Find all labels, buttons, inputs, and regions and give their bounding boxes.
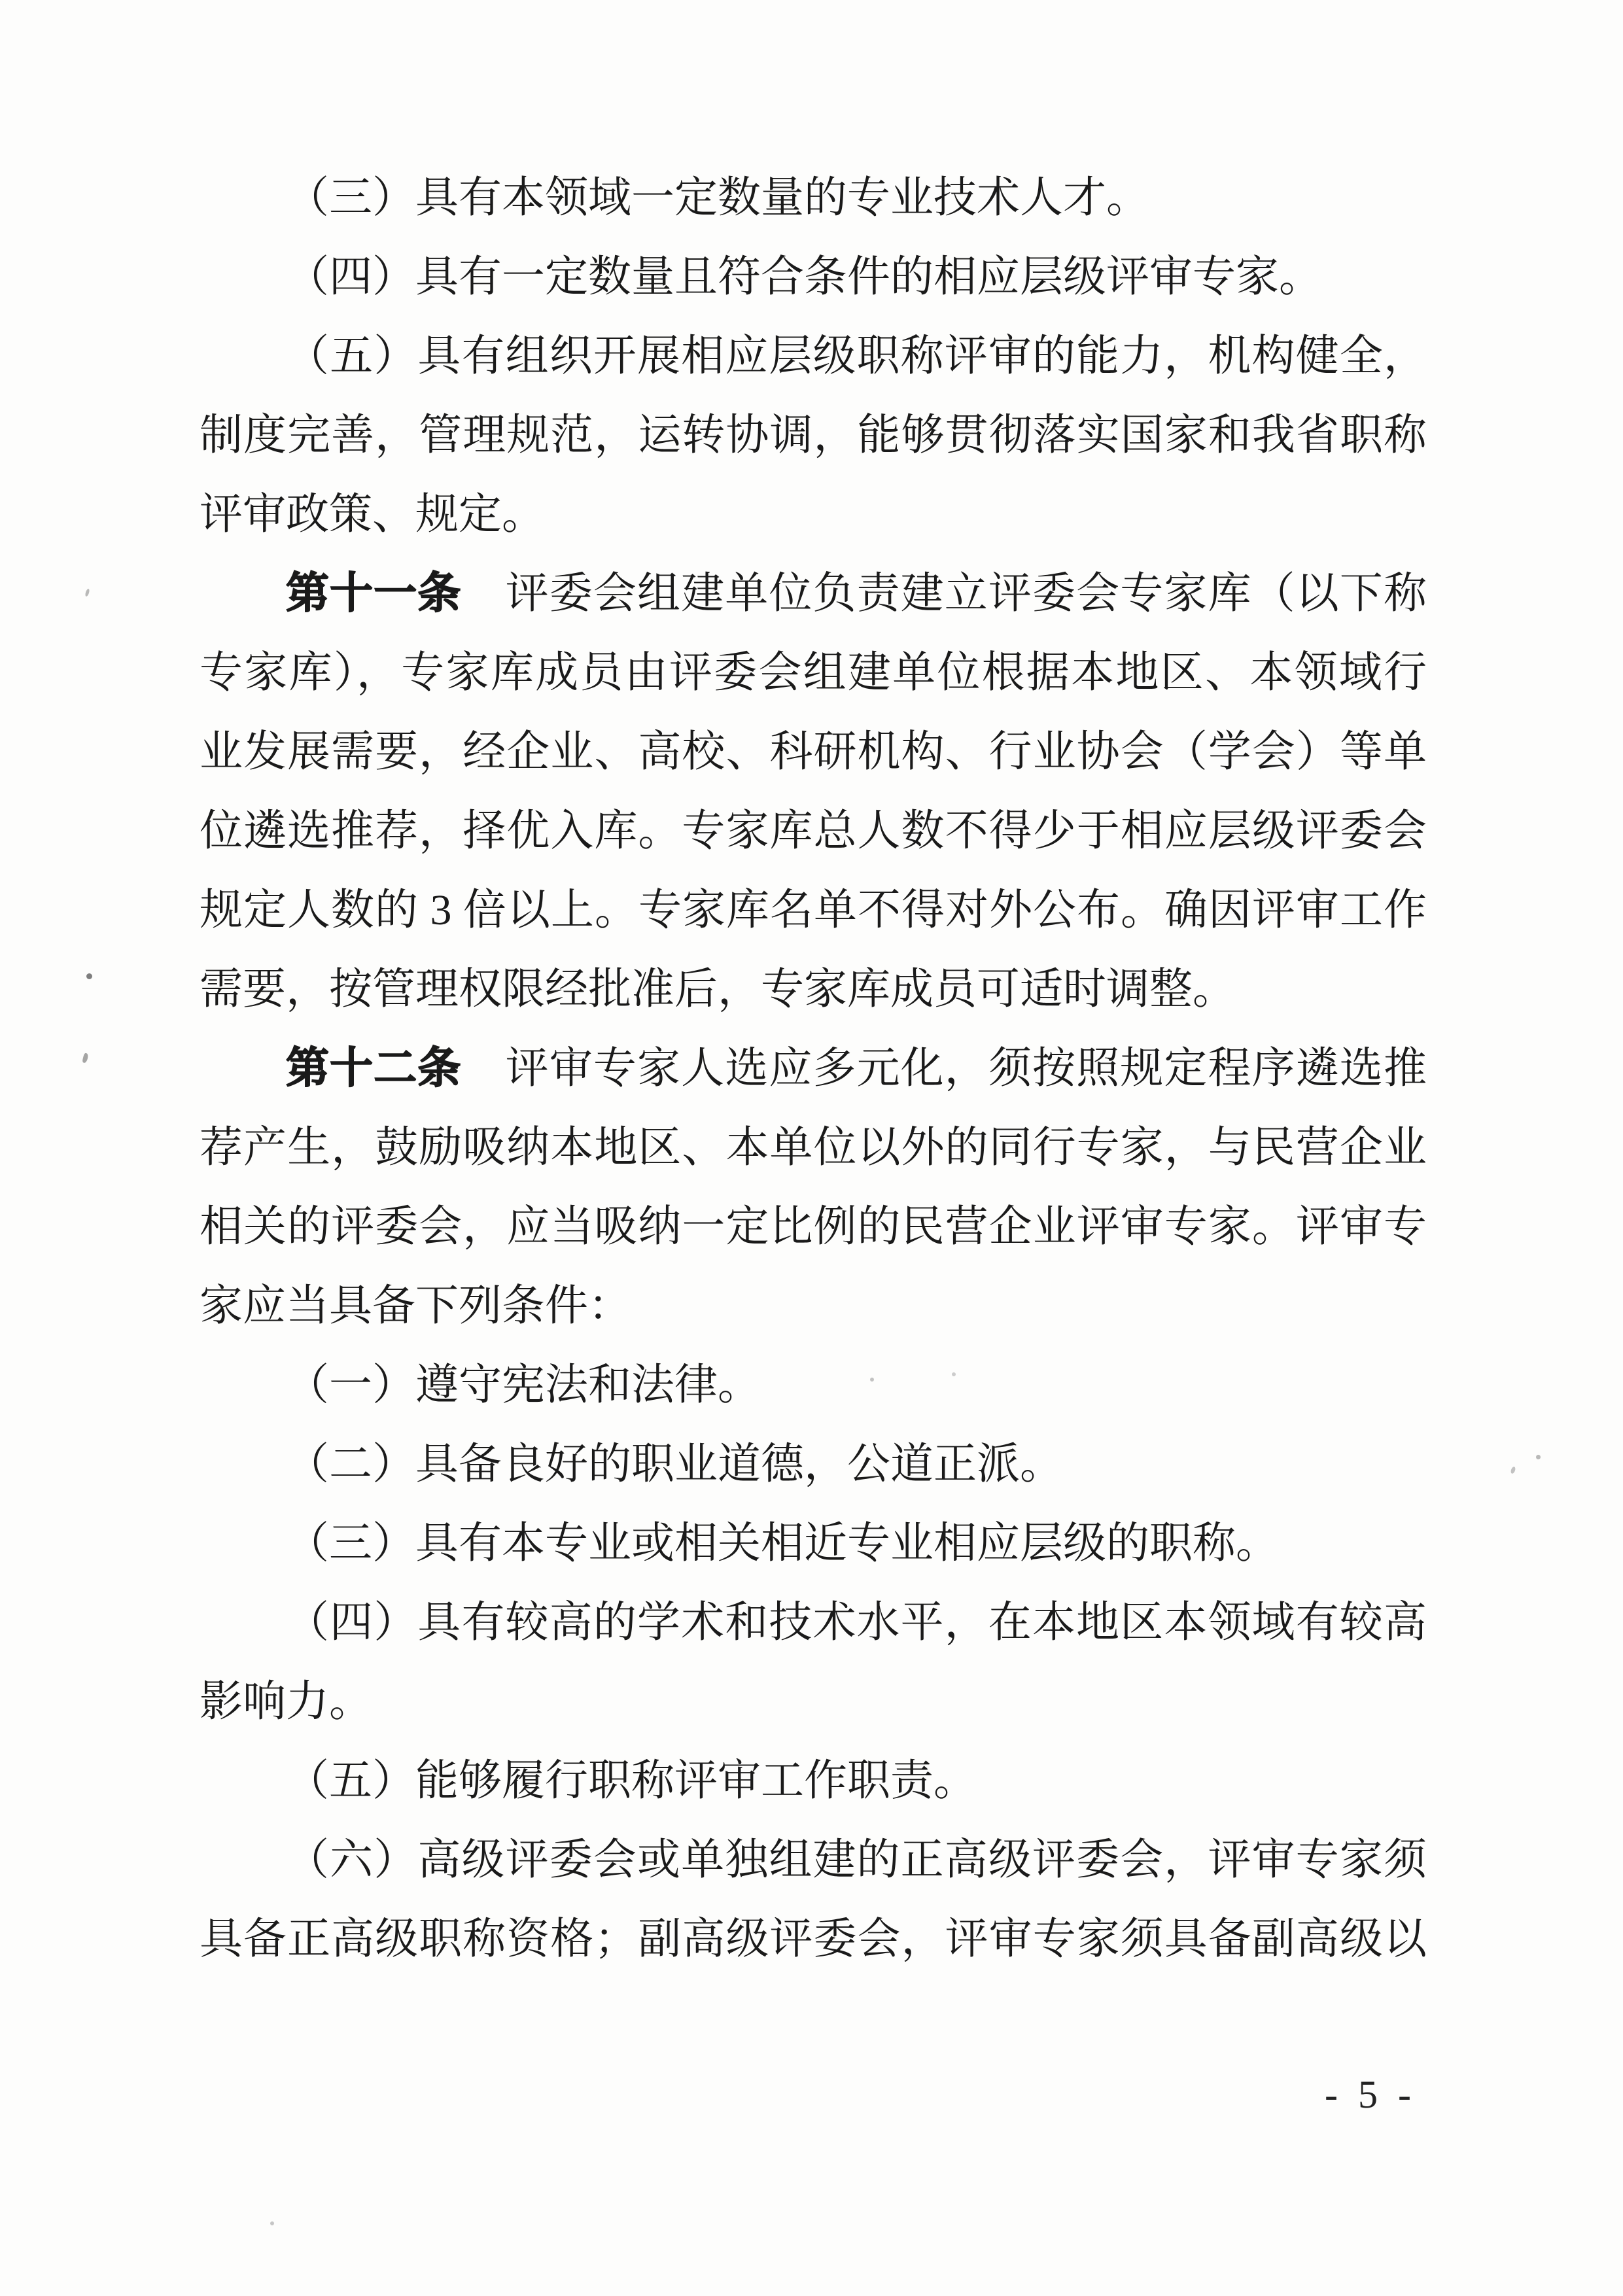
text-segment: 制度完善，管理规范，运转协调，能够贯彻落实国家和我省职称 bbox=[200, 411, 1427, 459]
page-number: - 5 - bbox=[1325, 2073, 1416, 2116]
text-segment: 家应当具备下列条件： bbox=[200, 1282, 631, 1330]
text-segment: 评审政策、规定。 bbox=[200, 491, 545, 538]
text-line bbox=[200, 1425, 1427, 1504]
text-segment: （六）高级评委会或单独组建的正高级评委会，评审专家须 bbox=[286, 1836, 1427, 1884]
scan-speck bbox=[86, 973, 92, 979]
text-line bbox=[200, 1900, 1427, 1979]
text-line bbox=[200, 158, 1427, 237]
text-line bbox=[200, 1741, 1427, 1820]
text-segment: （三）具有本专业或相关相近专业相应层级的职称。 bbox=[286, 1520, 1279, 1567]
text-line bbox=[200, 1820, 1427, 1900]
text-line bbox=[200, 237, 1427, 317]
text-line bbox=[200, 950, 1427, 1029]
scan-speck bbox=[870, 1378, 874, 1382]
article-number: 第十二条 bbox=[286, 1045, 462, 1092]
document-body bbox=[200, 158, 1427, 1979]
article-number: 第十一条 bbox=[286, 570, 462, 617]
text-segment: 相关的评委会，应当吸纳一定比例的民营企业评审专家。评审专 bbox=[200, 1203, 1427, 1251]
text-line bbox=[200, 317, 1427, 396]
text-segment: （五）具有组织开展相应层级职称评审的能力，机构健全， bbox=[286, 332, 1427, 380]
text-line bbox=[200, 1662, 1427, 1741]
text-line bbox=[200, 1346, 1427, 1425]
text-line bbox=[200, 396, 1427, 475]
scan-speck bbox=[1510, 1466, 1516, 1474]
text-segment: 具备正高级职称资格；副高级评委会，评审专家须具备副高级以 bbox=[200, 1915, 1427, 1963]
text-segment: 评审专家人选应多元化，须按照规定程序遴选推 bbox=[461, 1045, 1427, 1092]
text-line bbox=[200, 1029, 1427, 1108]
scan-speck bbox=[1536, 1455, 1541, 1459]
text-line bbox=[200, 871, 1427, 950]
text-line bbox=[200, 1187, 1427, 1266]
text-segment: 规定人数的 3 倍以上。专家库名单不得对外公布。确因评审工作 bbox=[200, 886, 1427, 934]
text-segment: 影响力。 bbox=[200, 1678, 372, 1726]
scan-speck bbox=[270, 2221, 274, 2225]
text-segment: 业发展需要，经企业、高校、科研机构、行业协会（学会）等单 bbox=[200, 728, 1427, 776]
text-segment: （五）能够履行职称评审工作职责。 bbox=[286, 1757, 977, 1805]
text-line bbox=[200, 1266, 1427, 1346]
text-line bbox=[200, 554, 1427, 633]
text-line bbox=[200, 475, 1427, 554]
scan-speck bbox=[84, 589, 90, 597]
scan-speck bbox=[82, 1052, 88, 1063]
text-line bbox=[200, 1504, 1427, 1583]
text-line bbox=[200, 633, 1427, 712]
text-line bbox=[200, 1108, 1427, 1187]
text-segment: （四）具有较高的学术和技术水平，在本地区本领域有较高 bbox=[286, 1599, 1427, 1646]
text-segment: 位遴选推荐，择优入库。专家库总人数不得少于相应层级评委会 bbox=[200, 807, 1427, 855]
text-segment: 需要，按管理权限经批准后，专家库成员可适时调整。 bbox=[200, 965, 1236, 1013]
text-segment: （四）具有一定数量且符合条件的相应层级评审专家。 bbox=[286, 253, 1322, 301]
text-line bbox=[200, 791, 1427, 871]
text-segment: 荐产生，鼓励吸纳本地区、本单位以外的同行专家，与民营企业 bbox=[200, 1124, 1427, 1172]
text-segment: 评委会组建单位负责建立评委会专家库（以下称 bbox=[461, 570, 1427, 617]
text-segment: 专家库），专家库成员由评委会组建单位根据本地区、本领域行 bbox=[200, 649, 1427, 697]
text-segment: （一）遵守宪法和法律。 bbox=[286, 1361, 761, 1409]
text-line bbox=[200, 1583, 1427, 1662]
text-segment: （三）具有本领域一定数量的专业技术人才。 bbox=[286, 174, 1149, 222]
text-segment: （二）具备良好的职业道德，公道正派。 bbox=[286, 1440, 1063, 1488]
scan-speck bbox=[952, 1372, 956, 1376]
text-line bbox=[200, 712, 1427, 791]
